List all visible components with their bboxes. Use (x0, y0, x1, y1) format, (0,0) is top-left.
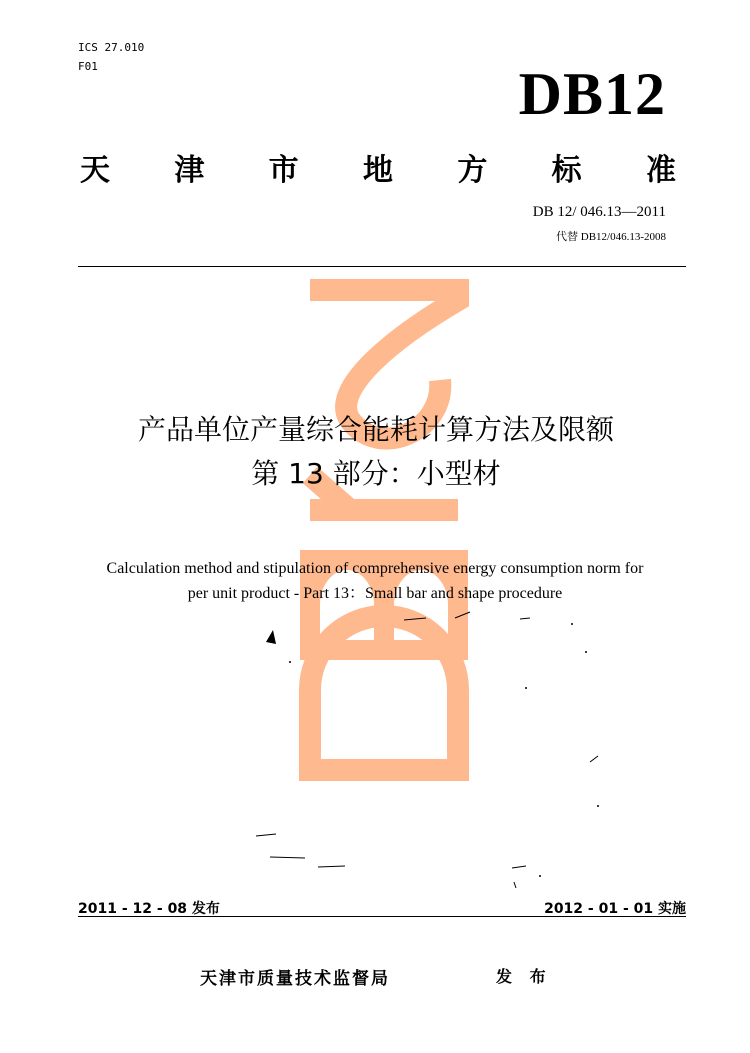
title-en-line2: per unit product - Part 13：Small bar and shape procedure (187, 585, 563, 602)
standard-type-char: 准 (645, 153, 676, 188)
document-title-zh (70, 408, 682, 496)
replaces-note: 代替 DB12/046.13-2008 (556, 231, 666, 243)
dates-row (78, 898, 686, 918)
implement-date: 2012 - 01 - 01 实施 (544, 901, 686, 917)
title-zh-line2: 第 13 部分：小型材 (251, 457, 501, 490)
standard-type-char: 标 (551, 153, 582, 188)
standard-type-title (80, 145, 676, 189)
standard-type-char: 地 (362, 153, 393, 188)
standard-type-char: 方 (457, 153, 488, 188)
standard-number: DB 12/ 046.13—2011 (532, 204, 666, 220)
title-zh-line1: 产品单位产量综合能耗计算方法及限额 (137, 413, 614, 446)
issuing-authority: 天津市质量技术监督局 (200, 969, 390, 989)
document-title-en (60, 556, 690, 606)
ccs-code: F01 (78, 60, 98, 73)
issued-label: 发 布 (496, 967, 552, 986)
standard-type-char: 市 (268, 153, 299, 188)
title-en-line1: Calculation method and stipulation of comprehensive energy consumption norm for (106, 560, 644, 577)
footer-divider (78, 916, 686, 917)
db12-logo: DB12 (518, 61, 666, 127)
header-divider (78, 266, 686, 267)
ics-code: ICS 27.010 (78, 41, 145, 54)
standard-type-char: 津 (174, 153, 205, 188)
classification-codes (78, 38, 144, 76)
publish-date: 2011 - 12 - 08 发布 (78, 901, 220, 917)
standard-type-char: 天 (80, 153, 110, 188)
db12-watermark (280, 270, 490, 790)
